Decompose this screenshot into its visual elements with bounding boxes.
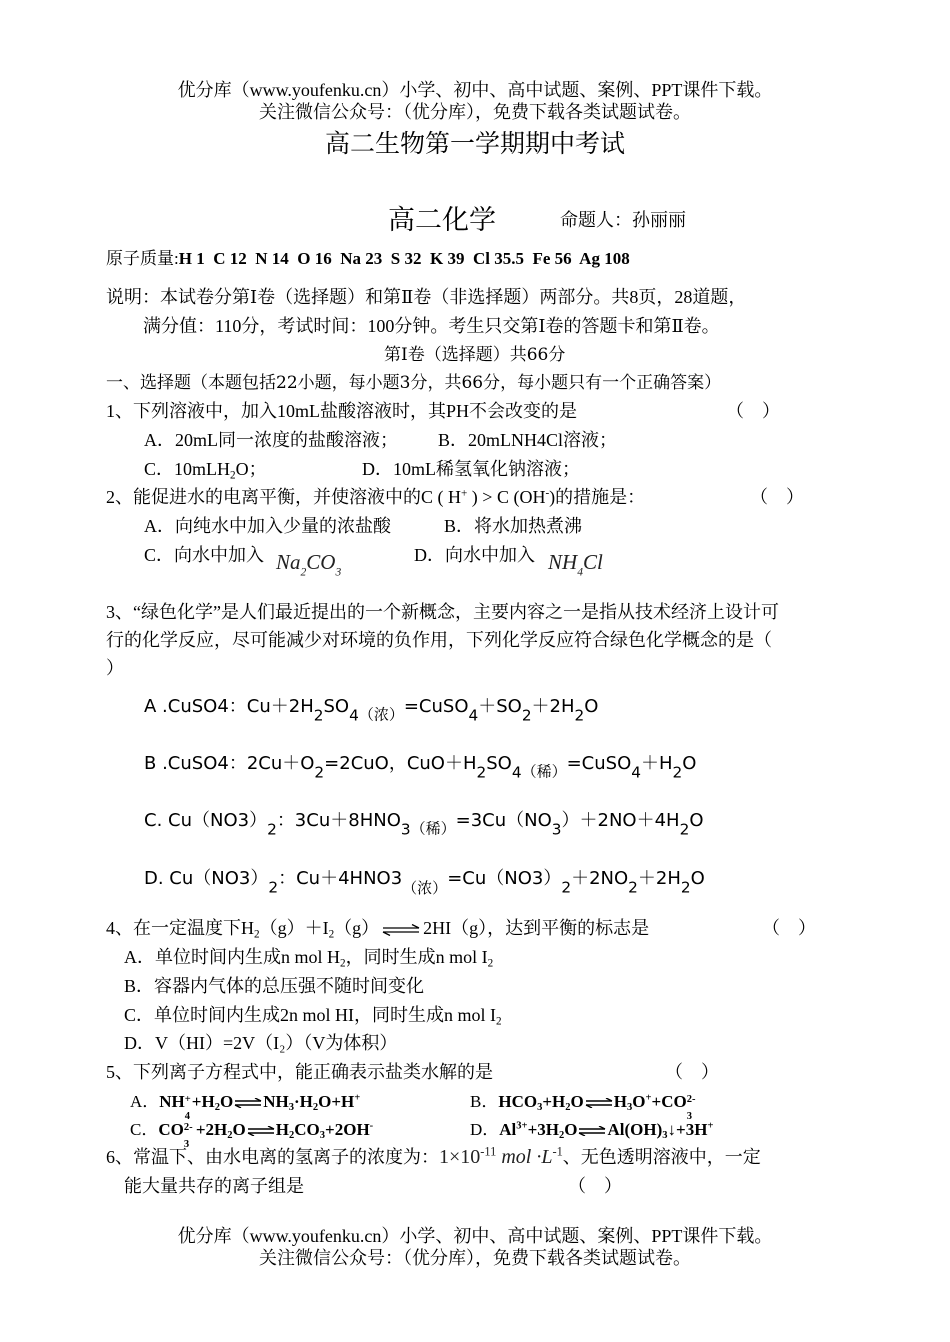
- footer-line-2: 关注微信公众号：（优分库），免费下载各类试题试卷。: [259, 1248, 691, 1268]
- q6-stem-line-2: 能大量共存的离子组是: [124, 1176, 304, 1196]
- equilibrium-arrow-icon: [379, 924, 423, 936]
- q3-option-b: B .CuSO4：2Cu＋O2=2CuO，$CuO+H2SO4_{(稀)}=CuSO4+H2O$: [144, 753, 697, 782]
- q3-stem-line-3: ）: [106, 658, 124, 678]
- q3-stem-line-1: 3、“绿色化学”是人们最近提出的一个新概念，主要内容之一是指从技术经济上设计可: [106, 602, 779, 622]
- q2-formula-nh4cl: $NH_4Cl$: [548, 550, 603, 579]
- footer-line-1: 优分库（www.youfenku.cn）小学、初中、高中试题、案例、PPT课件下载。: [177, 1226, 773, 1246]
- exam-note-line-2: 满分值：110分，考试时间：100分钟。考生只交第Ⅰ卷的答题卡和第Ⅱ卷。: [143, 316, 720, 336]
- equilibrium-arrow-icon: [246, 1126, 276, 1136]
- equilibrium-arrow-icon: [584, 1098, 614, 1108]
- exam-note-line-1: 说明：本试卷分第Ⅰ卷（选择题）和第Ⅱ卷（非选择题）两部分。共8页，28道题，: [106, 287, 747, 307]
- q4-stem: 4、在一定温度下$H_2(g)+I_2(g)$ 2HI（g），达到平衡的标志是: [106, 918, 650, 941]
- q4-option-b: B．容器内气体的总压强不随时间变化: [124, 976, 425, 996]
- q5-option-a: A．NH + 4 $+H_2O$ $NH_3\cdot H_2O+H^+$: [130, 1092, 361, 1122]
- q1-option-c: C．10mLH$_2$O；: [144, 459, 267, 482]
- equilibrium-arrow-icon: [233, 1098, 263, 1108]
- q2-option-c: C．向水中加入: [144, 545, 265, 565]
- q1-stem: 1、下列溶液中，加入10mL盐酸溶液时，其PH不会改变的是: [106, 401, 578, 421]
- q3-option-c: C. Cu（NO3）2：$3Cu+8HNO3_{(稀)}=3Cu(NO3)+2NO+4H2O$: [144, 810, 704, 839]
- q2-formula-na2co3: $Na_2CO_3$: [276, 550, 342, 579]
- q3-option-a: A .CuSO4：$Cu+2H2SO4_{(浓)}=CuSO4+SO2+2H2O$: [144, 696, 599, 725]
- equilibrium-arrow-icon: [577, 1126, 607, 1136]
- subject-title: 高二化学: [388, 205, 496, 236]
- q5-option-b: B．$HCO_3+H_2O$ $H_3O^++CO$ 2- 3: [470, 1092, 696, 1122]
- q5-option-c: C．CO 2- 3 $+2H_2O$ $H_2CO_3+2OH^-$: [130, 1120, 374, 1150]
- q4-option-a: A．单位时间内生成n mol $H_2$，同时生成n mol $I_2$: [124, 947, 494, 970]
- q5-answer-bracket: （ ）: [665, 1062, 719, 1082]
- atomic-mass-line: [106, 244, 630, 269]
- author-line: 命题人：孙丽丽: [560, 210, 686, 231]
- q1-option-d: D．10mL稀氢氧化钠溶液；: [362, 459, 580, 479]
- header-line-2: 关注微信公众号：（优分库），免费下载各类试题试卷。: [259, 102, 691, 122]
- q6-answer-bracket: （ ）: [568, 1176, 622, 1196]
- q2-option-b: B．将水加热煮沸: [444, 516, 583, 536]
- q2-option-a: A．向纯水中加入少量的浓盐酸: [144, 516, 391, 536]
- q4-option-c: C．单位时间内生成2n mol HI，同时生成n mol $I_2$: [124, 1005, 502, 1028]
- q3-stem-line-2: 行的化学反应，尽可能减少对环境的负作用，下列化学反应符合绿色化学概念的是（: [106, 630, 772, 650]
- page-title: 高二生物第一学期期中考试: [324, 129, 625, 158]
- q3-option-d: D. Cu（NO3）2：$Cu+4HNO3_{(浓)}=Cu(NO3)2+2NO2+2H2O$: [144, 868, 705, 897]
- q5-stem: 5、下列离子方程式中，能正确表示盐类水解的是: [106, 1062, 493, 1082]
- q6-stem-line-1: 6、常温下、由水电离的氢离子的浓度为：$1\times 10^{-11}$ mol $\cdot L^{-1}$、无色透明溶液中，一定: [106, 1144, 761, 1168]
- header-line-1: 优分库（www.youfenku.cn）小学、初中、高中试题、案例、PPT课件下载。: [177, 80, 773, 100]
- q2-option-d: D．向水中加入: [414, 545, 535, 565]
- q4-option-d: D．V（HI）=2V（I₂）（V为体积）: [124, 1033, 398, 1053]
- q1-answer-bracket: （ ）: [726, 401, 780, 421]
- q2-answer-bracket: （ ）: [750, 487, 804, 507]
- q1-option-a: A．20mL同一浓度的盐酸溶液；: [144, 430, 398, 450]
- atomic-mass-label: 原子质量:: [106, 249, 179, 268]
- q5-option-d: D．$Al^{3+}+3H_2O$ $Al(OH)_3↓+3H^+$: [470, 1120, 714, 1142]
- part1-title: 第Ⅰ卷（选择题）共66分: [384, 345, 566, 365]
- q4-answer-bracket: （ ）: [762, 918, 816, 938]
- atomic-mass-values: H 1 C 12 N 14 O 16 Na 23 S 32 K 39 Cl 35.5 Fe 56 Ag 108: [178, 249, 630, 268]
- section1-title: 一、选择题（本题包括22小题，每小题3分，共66分，每小题只有一个正确答案）: [106, 373, 722, 393]
- q2-stem: 2、能促进水的电离平衡，并使溶液中的C ( H+ ) > C (OH-)的措施是：: [106, 487, 646, 507]
- q1-option-b: B．20mLNH4Cl溶液；: [438, 430, 618, 450]
- q6-concentration: $1\times 10^{-11}$ mol $\cdot L^{-1}$: [439, 1144, 563, 1168]
